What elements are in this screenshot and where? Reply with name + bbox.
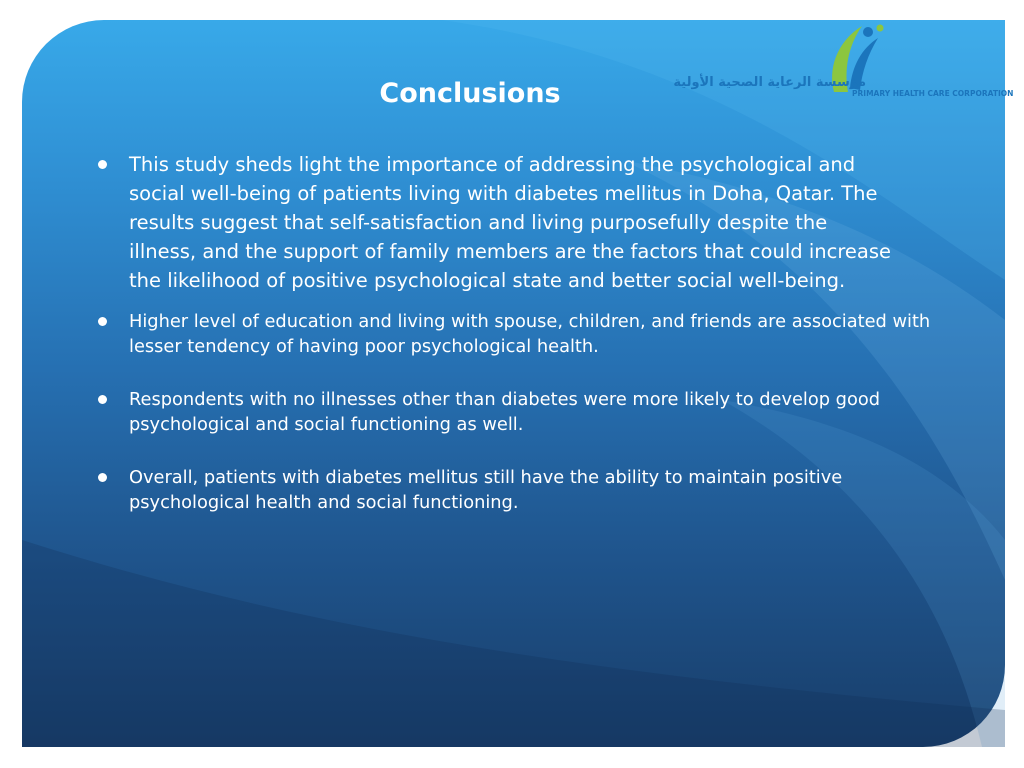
bullet-dot-icon [98,473,107,482]
phcc-logo-graphic [673,20,1014,104]
bullet-text: Respondents with no illnesses other than diabetes were more likely to develop good psychological and social functioning as well. [129,389,881,435]
bullet-list [98,150,958,515]
logo-english-text: PRIMARY HEALTH CARE CORPORATION [852,89,1014,98]
bullet-text: Overall, patients with diabetes mellitus still have the ability to maintain positive psychological health and social functioning. [129,467,843,513]
bullet-item [98,387,958,437]
bullet-dot-icon [98,317,107,326]
bullet-item [98,465,958,515]
bullet-text: This study sheds light the importance of addressing the psychological and social well-being of patients living with diabetes mellitus in Doha, Qatar. The results suggest that self-satisfaction and living purposefully despite the illness, and the support of family members are the factors that could increase the likelihood of positive psychological state and better social well-being. [129,153,892,292]
bullet-dot-icon [98,395,107,404]
bullet-text: Higher level of education and living with spouse, children, and friends are associated with lesser tendency of having poor psychological health. [129,311,931,357]
slide [22,20,1014,747]
bullet-item [98,309,958,359]
logo-arabic-text: مؤسسة الرعاية الصحية الأولية [673,75,866,90]
phcc-logo [673,20,1014,104]
bullet-dot-icon [98,160,107,169]
slide-title: Conclusions [379,78,561,109]
bullet-item [98,150,899,295]
